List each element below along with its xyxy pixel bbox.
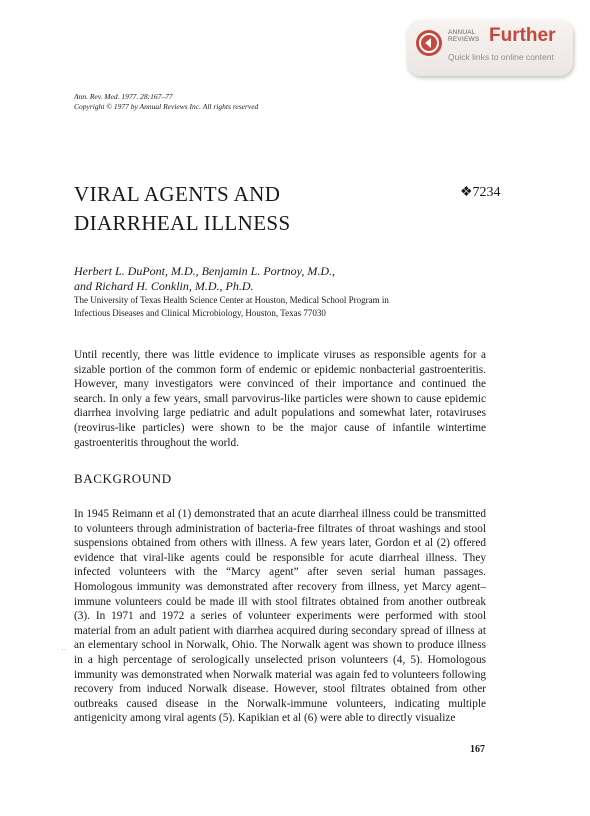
affiliation-line-2: Infectious Diseases and Clinical Microbiology, Houston, Texas 77030: [74, 307, 326, 318]
background-paragraph: In 1945 Reimann et al (1) demonstrated that an acute diarrheal illness could be transmitted to volunteers through administration of bacteria-free filtrates of throat washings and stool suspensions obtained from others with illness. A few years later, Gordon et al (2) offered evidence that viral-like agents could be responsible for acute diarrheal illness. They infected volunteers with the “Marcy agent” after seven serial human passages. Homologous immunity was demonstrated after recovery from illness, yet Marcy agent–immune volunteers could be made ill with stool filtrates obtained from another outbreak (3). In 1971 and 1972 a series of volunteer experiments were performed with stool material from an adult patient with diarrhea acquired during secondary spread of illness at an elementary school in Norwalk, Ohio. The Norwalk agent was shown to produce illness in a high percentage of serologically unselected prison volunteers (4, 5). Homologous immunity was demonstrated when Norwalk material was again fed to volunteers following recovery from induced Norwalk disease. However, stool filtrates obtained from other outbreaks caused disease in the Norwalk-immune volunteers, indicating multiple antigenicity among viral agents (5). Kapikian et al (6) were able to directly visualize: [74, 508, 486, 725]
article-code: ❖7234: [460, 185, 501, 200]
annual-reviews-label: ANNUAL REVIEWS: [448, 29, 480, 43]
intro-paragraph: Until recently, there was little evidence to implicate viruses as responsible agents for a sizable portion of the common form of endemic or epidemic nonbacterial gastroenteritis. However, many investigators were convinced of their importance and continued the search. In only a few years, small parvovirus-like particles were shown to cause epidemic diarrhea involving large pediatric and adult populations and somewhat later, rotaviruses (reovirus-like particles) were shown to be the major cause of infantile wintertime gastroenteritis throughout the world.: [74, 349, 486, 449]
journal-citation: [74, 92, 258, 112]
citation-line-1: Ann. Rev. Med. 1977. 28:167–77: [74, 92, 173, 101]
citation-line-2: Copyright © 1977 by Annual Reviews Inc. All rights reserved: [74, 102, 259, 111]
annual-reviews-logo-icon: [415, 29, 443, 57]
section-heading-background: BACKGROUND: [74, 471, 172, 486]
further-badge-link[interactable]: [407, 20, 573, 76]
page-number: 167: [470, 744, 485, 755]
author-list: [74, 264, 335, 294]
authors-line-1: Herbert L. DuPont, M.D., Benjamin L. Portnoy, M.D.,: [74, 264, 335, 278]
author-affiliation: [74, 294, 494, 319]
affiliation-line-1: The University of Texas Health Science Center at Houston, Medical School Program in: [74, 295, 389, 305]
authors-line-2: and Richard H. Conklin, M.D., Ph.D.: [74, 279, 254, 293]
margin-mark: ' ': [62, 649, 66, 655]
title-line-2: DIARRHEAL ILLNESS: [74, 211, 291, 235]
title-line-1: VIRAL AGENTS AND: [74, 182, 281, 206]
article-title: [74, 180, 291, 238]
quick-links-label: Quick links to online content: [448, 52, 554, 62]
further-label: Further: [489, 25, 556, 46]
